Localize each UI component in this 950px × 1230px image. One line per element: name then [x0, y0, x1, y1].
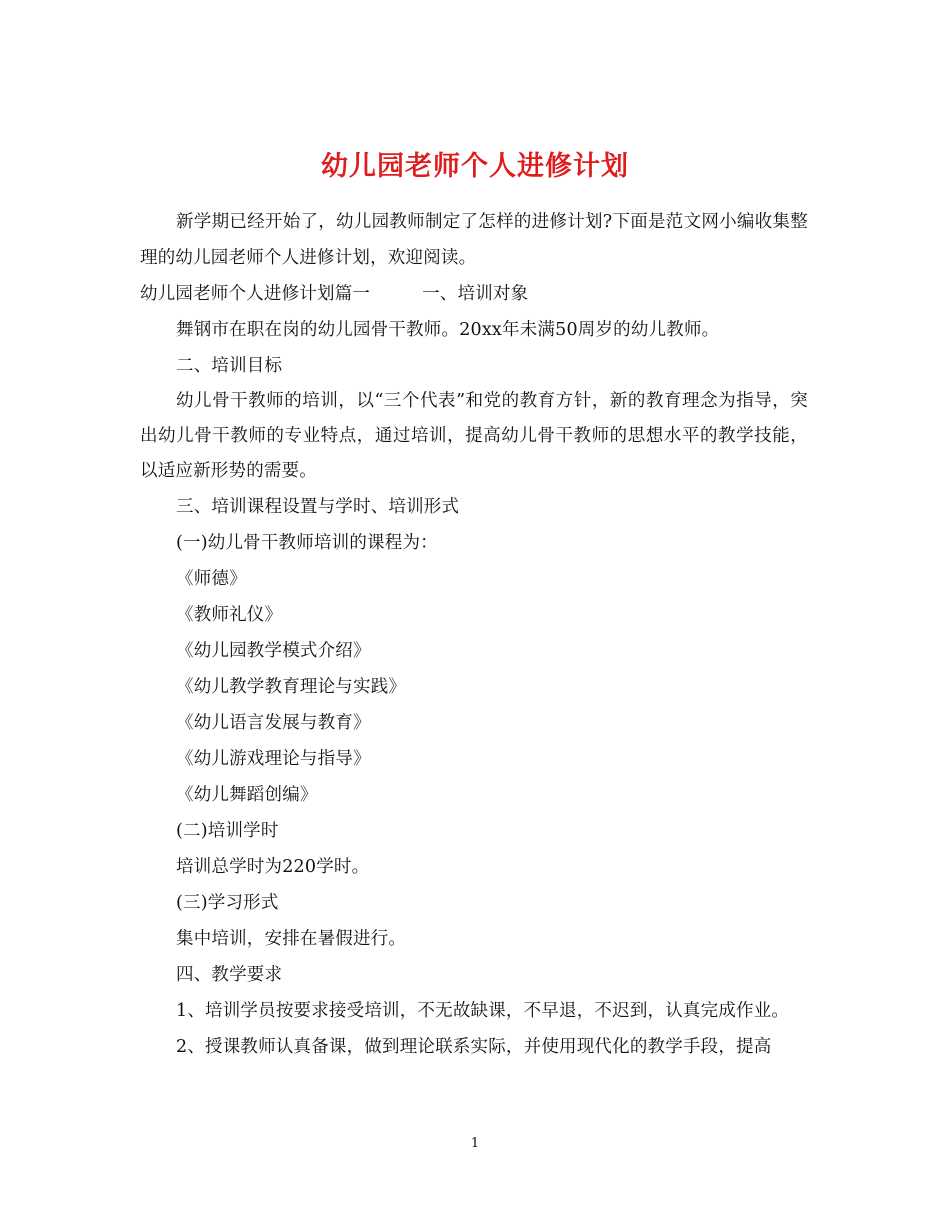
- subheading-hours: (二)培训学时: [176, 821, 279, 841]
- requirement-item: 2、授课教师认真备课，做到理论联系实际，并使用现代化的教学手段，提高: [176, 1037, 772, 1057]
- course-item: 《师德》: [176, 569, 247, 589]
- hours-paragraph: 培训总学时为220学时。: [176, 857, 370, 877]
- course-item: 《幼儿教学教育理论与实践》: [176, 677, 407, 697]
- course-item: 《教师礼仪》: [176, 605, 283, 625]
- document-body: [140, 204, 808, 1065]
- course-item: 《幼儿语言发展与教育》: [176, 713, 371, 733]
- intro-paragraph: 新学期已经开始了，幼儿园教师制定了怎样的进修计划?下面是范文网小编收集整理的幼儿园老师个人进修计划，欢迎阅读。: [140, 212, 808, 268]
- course-item: 《幼儿园教学模式介绍》: [176, 641, 371, 661]
- target-paragraph: 舞钢市在职在岗的幼儿园骨干教师。20xx年未满50周岁的幼儿教师。: [176, 320, 720, 340]
- heading-teaching-requirements: 四、教学要求: [176, 965, 283, 985]
- heading-course-setup: 三、培训课程设置与学时、培训形式: [176, 497, 460, 517]
- document-title: 幼儿园老师个人进修计划: [321, 151, 629, 183]
- page-number: 1: [470, 1136, 480, 1151]
- course-item: 《幼儿舞蹈创编》: [176, 785, 318, 805]
- heading-training-target: 一、培训对象: [422, 284, 529, 304]
- subheading-courses: (一)幼儿骨干教师培训的课程为：: [176, 533, 438, 553]
- subheading-form: (三)学习形式: [176, 893, 279, 913]
- heading-training-goal: 二、培训目标: [176, 356, 283, 376]
- course-item: 《幼儿游戏理论与指导》: [176, 749, 371, 769]
- goal-paragraph: 幼儿骨干教师的培训，以“三个代表”和党的教育方针，新的教育理念为指导，突出幼儿骨干教师的专业特点，通过培训，提高幼儿骨干教师的思想水平的教学技能，以适应新形势的需要。: [140, 391, 808, 481]
- requirement-item: 1、培训学员按要求接受培训，不无故缺课，不早退，不迟到，认真完成作业。: [176, 1001, 790, 1021]
- section-heading: 幼儿园老师个人进修计划篇一: [140, 284, 371, 304]
- section-heading-line: [140, 276, 808, 312]
- form-paragraph: 集中培训，安排在暑假进行。: [176, 929, 407, 949]
